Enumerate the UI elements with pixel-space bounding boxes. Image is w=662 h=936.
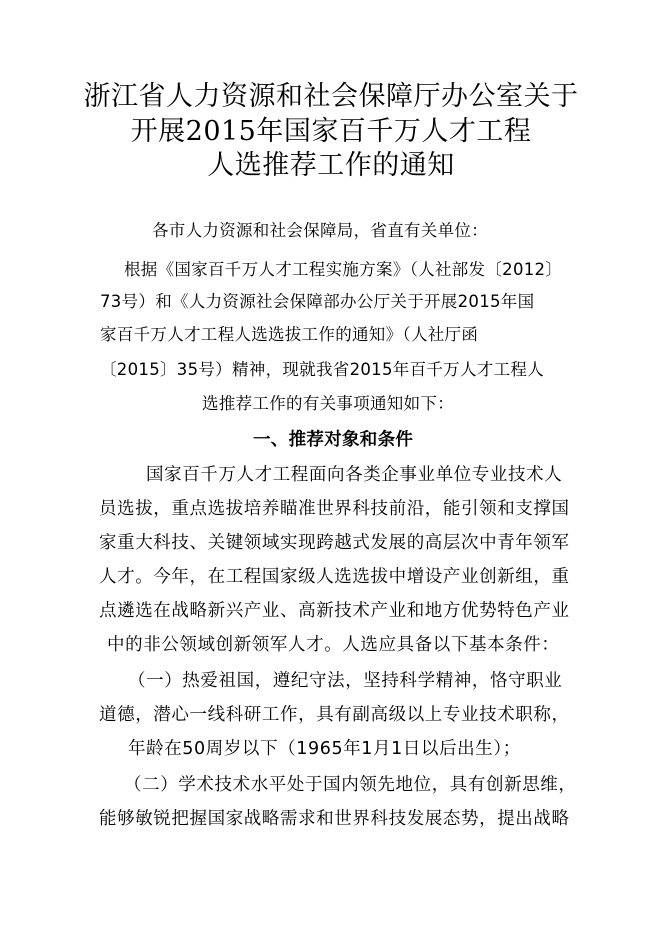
section1-line-3: 家重大科技、关键领域实现跨越式发展的高层次中青年领军 — [99, 533, 570, 553]
intro-line-2: 73号）和《人力资源社会保障部办公厅关于开展2015年国 — [100, 292, 535, 311]
intro-line-3: 家百千万人才工程人选选拔工作的通知》（人社厅函 — [100, 325, 479, 344]
intro-line-4: 〔2015〕35号）精神，现就我省2015年百千万人才工程人 — [100, 360, 544, 379]
section-heading: 一、推荐对象和条件 — [253, 430, 414, 450]
intro-line-1: 根据《国家百千万人才工程实施方案》（人社部发〔2012〕 — [124, 260, 563, 279]
section1-line-6: 中的非公领域创新领军人才。人选应具备以下基本条件： — [107, 635, 560, 655]
section1-line-5: 点遴选在战略新兴产业、高新技术产业和地方优势特色产业 — [99, 601, 570, 621]
condition1-line-1: （一）热爱祖国，遵纪守法，坚持科学精神，恪守职业 — [128, 671, 563, 691]
condition2-line-2: 能够敏锐把握国家战略需求和世界科技发展态势，提出战略 — [99, 809, 570, 829]
title-line-1: 浙江省人力资源和社会保障厅办公室关于 — [83, 81, 579, 112]
intro-line-5: 选推荐工作的有关事项通知如下： — [202, 394, 454, 413]
section1-line-1: 国家百千万人才工程面向各类企事业单位专业技术人 — [146, 465, 563, 485]
title-line-2: 开展2015年国家百千万人才工程 — [130, 116, 532, 147]
condition1-line-3: 年龄在50周岁以下（1965年1月1日以后出生）； — [128, 739, 521, 759]
section1-line-2: 员选拔，重点选拔培养瞄准世界科技前沿，能引领和支撑国 — [99, 499, 570, 519]
condition2-line-1: （二）学术技术水平处于国内领先地位，具有创新思维， — [124, 775, 577, 795]
title-line-3: 人选推荐工作的通知 — [207, 150, 455, 181]
condition1-line-2: 道德，潜心一线科研工作，具有副高级以上专业技术职称， — [99, 705, 570, 725]
salutation: 各市人力资源和社会保障局，省直有关单位： — [152, 221, 488, 240]
section1-line-4: 人才。今年，在工程国家级人选选拔中增设产业创新组，重 — [99, 567, 570, 587]
